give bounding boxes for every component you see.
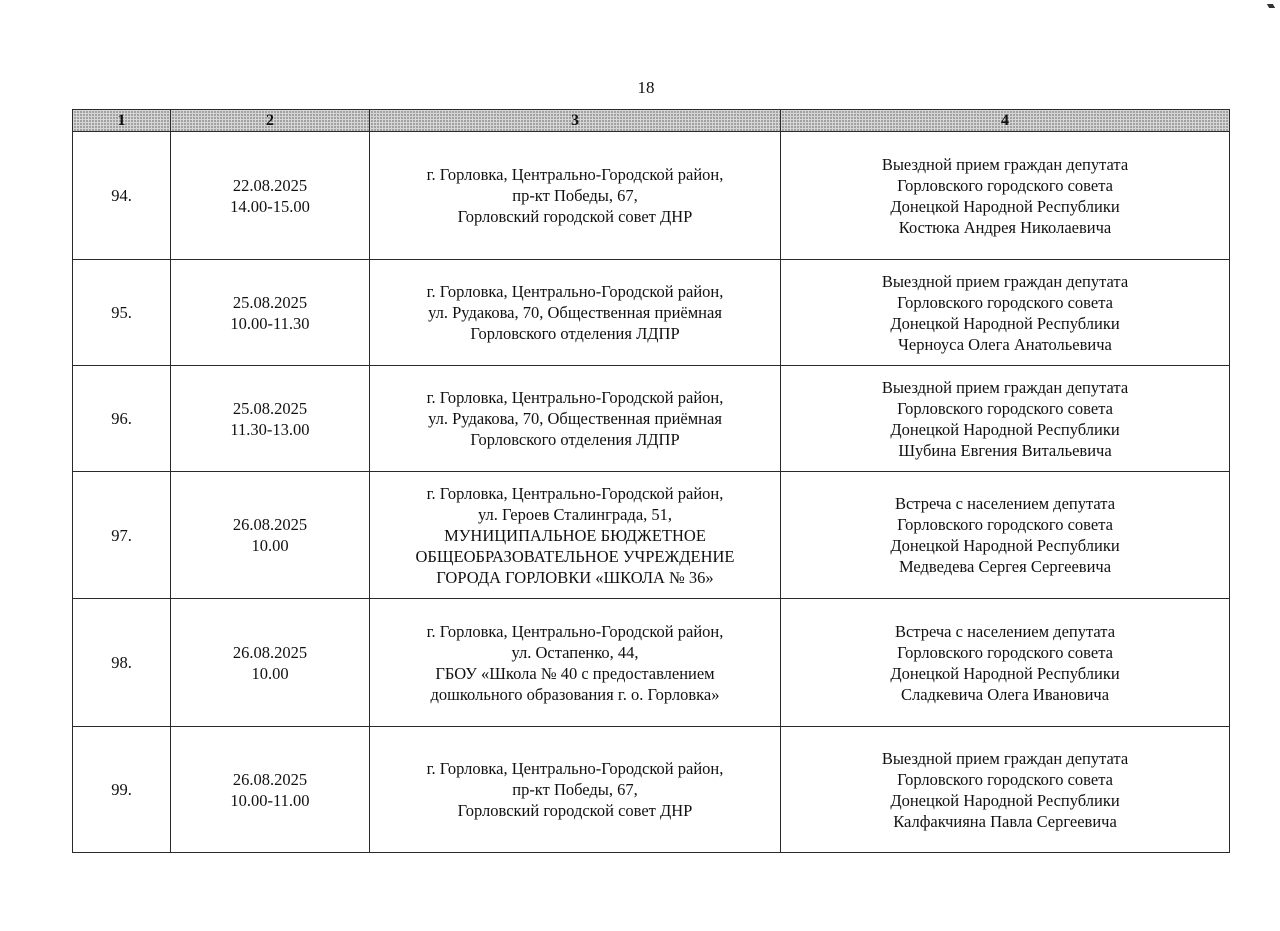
event-line: Горловского городского совета [897, 398, 1113, 418]
event-date: 25.08.2025 [232, 292, 308, 312]
location-line: г. Горловка, Центрально-Городской район, [426, 282, 724, 301]
location-line: Горловский городской совет ДНР [457, 207, 693, 226]
location-line: ул. Остапенко, 44, [511, 642, 639, 662]
event-line: Донецкой Народной Республики [890, 790, 1120, 810]
row-number: 99. [73, 727, 171, 853]
location-line: пр-кт Победы, 67, [512, 186, 638, 205]
location-line: ГБОУ «Школа № 40 с предоставлением [435, 663, 715, 683]
row-number: 98. [73, 599, 171, 727]
date-time-cell [171, 132, 370, 260]
location-line: ул. Рудакова, 70, Общественная приёмная [428, 409, 722, 428]
date-time-cell [171, 366, 370, 472]
event-line: Медведева Сергея Сергеевича [898, 557, 1112, 576]
location-line: дошкольного образования г. о. Горловка» [430, 684, 720, 704]
location-cell [370, 260, 781, 366]
event-cell [781, 366, 1230, 472]
date-time-cell [171, 599, 370, 727]
location-line: Горловского отделения ЛДПР [470, 430, 680, 449]
table-row [73, 260, 1230, 366]
column-header-4: 4 [781, 110, 1230, 132]
location-line: ул. Героев Сталинграда, 51, [477, 504, 673, 524]
event-date: 26.08.2025 [232, 769, 308, 789]
location-line: МУНИЦИПАЛЬНОЕ БЮДЖЕТНОЕ [444, 525, 706, 545]
event-line: Костюка Андрея Николаевича [898, 217, 1112, 237]
event-line: Выездной прием граждан депутата [881, 377, 1129, 397]
location-line: ОБЩЕОБРАЗОВАТЕЛЬНОЕ УЧРЕЖДЕНИЕ [415, 546, 735, 566]
schedule-table [72, 109, 1230, 853]
event-line: Выездной прием граждан депутата [881, 154, 1129, 174]
event-line: Горловского городского совета [897, 175, 1113, 195]
event-line: Донецкой Народной Республики [890, 313, 1120, 333]
event-line: Донецкой Народной Республики [890, 196, 1120, 216]
event-line: Горловского городского совета [897, 769, 1113, 789]
event-line: Донецкой Народной Республики [890, 536, 1120, 555]
event-time: 11.30-13.00 [230, 419, 310, 439]
event-line: Донецкой Народной Республики [890, 419, 1120, 439]
event-line: Калфакчияна Павла Сергеевича [893, 811, 1117, 831]
event-date: 26.08.2025 [232, 515, 308, 534]
event-cell [781, 599, 1230, 727]
event-line: Выездной прием граждан депутата [881, 271, 1129, 291]
event-line: Горловского городского совета [897, 642, 1113, 662]
event-time: 10.00-11.30 [230, 313, 310, 333]
event-line: Сладкевича Олега Ивановича [900, 684, 1110, 704]
location-cell [370, 132, 781, 260]
location-cell [370, 472, 781, 599]
event-time: 10.00 [251, 536, 289, 555]
date-time-cell [171, 472, 370, 599]
location-line: Горловский городской совет ДНР [457, 801, 693, 820]
event-line: Донецкой Народной Республики [890, 663, 1120, 683]
row-number: 97. [73, 472, 171, 599]
event-time: 14.00-15.00 [230, 196, 310, 216]
scan-corner-mark [1267, 4, 1275, 8]
event-date: 22.08.2025 [232, 175, 308, 195]
location-line: г. Горловка, Центрально-Городской район, [426, 388, 724, 407]
event-line: Черноуса Олега Анатольевича [898, 334, 1112, 354]
event-line: Шубина Евгения Витальевича [898, 440, 1112, 460]
column-header-2: 2 [171, 110, 370, 132]
event-date: 25.08.2025 [232, 398, 308, 418]
location-cell [370, 727, 781, 853]
table-row [73, 727, 1230, 853]
location-line: ул. Рудакова, 70, Общественная приёмная [428, 303, 722, 322]
location-line: г. Горловка, Центрально-Городской район, [426, 759, 724, 778]
location-line: г. Горловка, Центрально-Городской район, [426, 165, 724, 184]
event-line: Встреча с населением депутата [894, 621, 1116, 641]
column-header-1: 1 [73, 110, 171, 132]
page-number: 18 [637, 78, 655, 97]
event-line: Встреча с населением депутата [894, 494, 1116, 513]
column-header-3: 3 [370, 110, 781, 132]
row-number: 95. [73, 260, 171, 366]
table-row [73, 366, 1230, 472]
location-line: ГОРОДА ГОРЛОВКИ «ШКОЛА № 36» [436, 567, 714, 587]
event-cell [781, 132, 1230, 260]
date-time-cell [171, 260, 370, 366]
event-line: Горловского городского совета [897, 515, 1113, 534]
row-number: 94. [73, 132, 171, 260]
event-date: 26.08.2025 [232, 642, 308, 662]
table-row [73, 599, 1230, 727]
event-time: 10.00-11.00 [230, 790, 310, 810]
event-line: Выездной прием граждан депутата [881, 748, 1129, 768]
location-line: пр-кт Победы, 67, [512, 780, 638, 799]
location-cell [370, 366, 781, 472]
table-row [73, 472, 1230, 599]
table-row [73, 132, 1230, 260]
location-line: г. Горловка, Центрально-Городской район, [426, 621, 724, 641]
event-cell [781, 260, 1230, 366]
event-cell [781, 727, 1230, 853]
location-line: г. Горловка, Центрально-Городской район, [426, 483, 724, 503]
event-line: Горловского городского совета [897, 292, 1113, 312]
event-time: 10.00 [251, 663, 289, 683]
row-number: 96. [73, 366, 171, 472]
location-line: Горловского отделения ЛДПР [470, 324, 680, 343]
date-time-cell [171, 727, 370, 853]
location-cell [370, 599, 781, 727]
table-header-row [73, 110, 1230, 132]
event-cell [781, 472, 1230, 599]
